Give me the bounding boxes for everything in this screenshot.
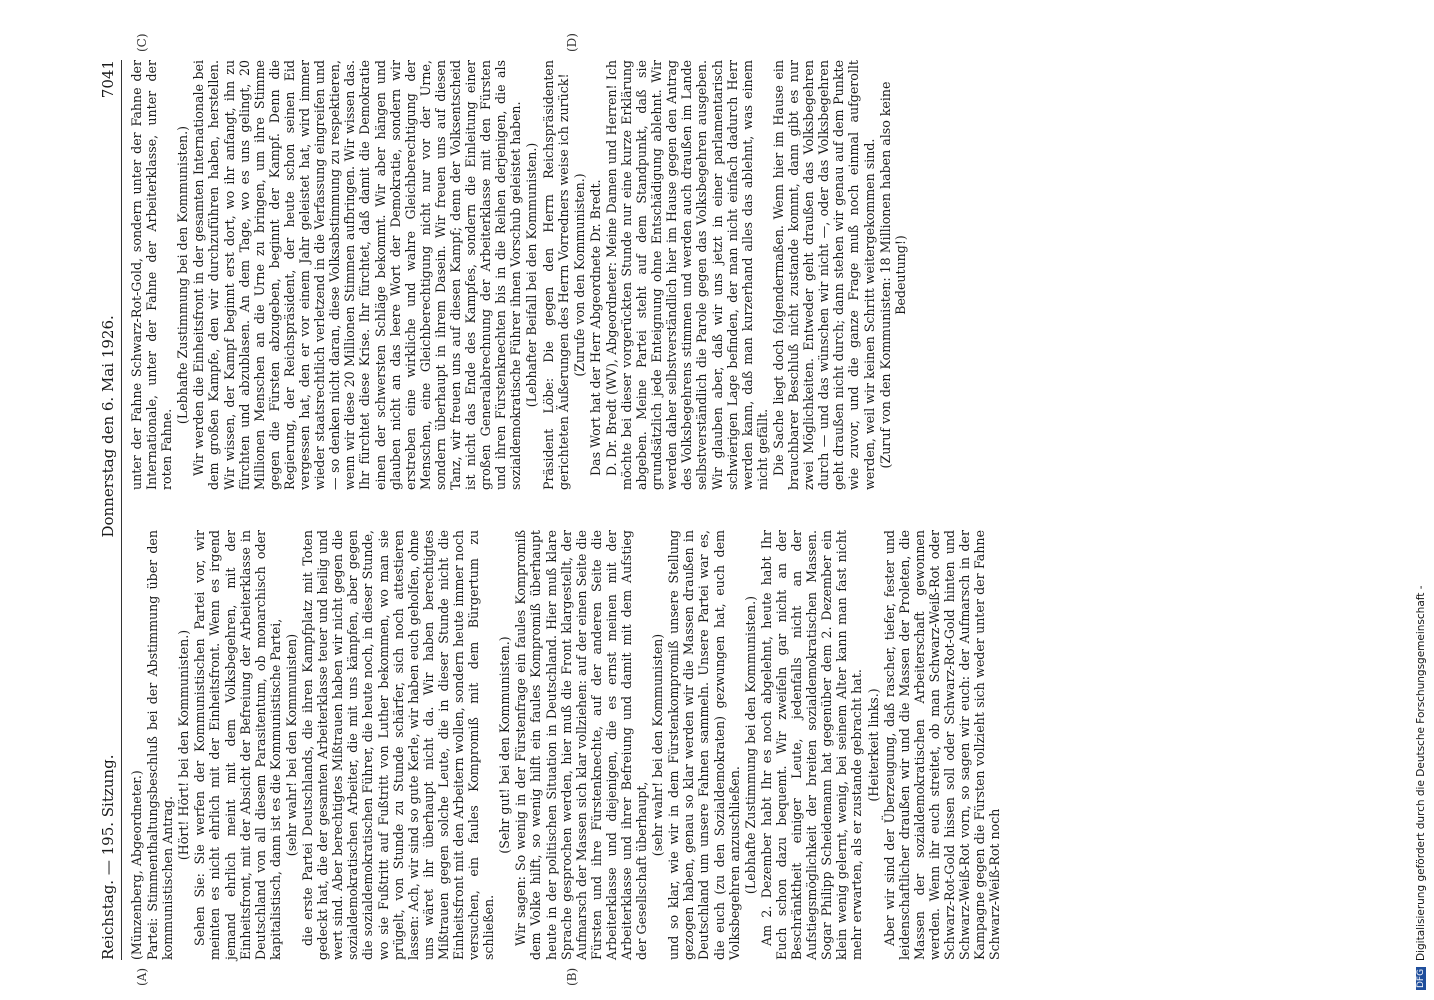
interjection: (Lebhafte Zustimmung bei den Kommunisten.) [175, 125, 191, 425]
left-column [129, 530, 1003, 960]
paragraph: Am 2. Dezember habt Ihr es noch abgelehnt, heute habt Ihr Euch schon dazu bequemt. Wir zweifeln gar nicht an der Beschränktheit einiger Leute, jedenfalls nicht an der Aufstiegsmöglichkeit der breiten sozialdemokratischen Massen. Sogar Philipp Scheidemann hat gegenüber dem 2. Dezember ein klein wenig gelernt, wenig, bei seinem Alter kann man fast nicht mehr erwarten, als er zustande gebracht hat. [758, 530, 865, 960]
paragraph: Sehen Sie: Sie werfen der Kommunistischen Partei vor, wir meinten es nicht ehrlich mit der Einheitsfront. Wenn es irgend jemand ehrlich meint mit dem Volksbegehren, mit der Einheitsfront, mit der Absicht der Befreiung der Arbeiterklasse in Deutschland von all diesem Parasitentum, ob monarchisch oder kapitalistisch, dann ist es die Kommunistische Partei, [192, 530, 283, 960]
interjection: (sehr wahr! bei den Kommunisten) [650, 633, 666, 857]
interjection: (Hört! Hört! bei den Kommunisten.) [176, 629, 192, 861]
interjection: (Lebhafte Zustimmung bei den Kommunisten.) [742, 595, 758, 895]
paragraph: Wir werden die Einheitsfront in der gesamten Internationale bei dem großen Kampfe, den wir durchzuführen haben, herstellen. Wir wissen, der Kampf beginnt erst dort, wo ihr anfangt, ihn zu fürchten und abzublasen. An dem Tage, wo es uns gelingt, 20 Millionen Menschen an die Urne zu bringen, um ihre Stimme gegen die Fürsten abzugeben, beginnt der Kampf. Denn die Regierung, der Reichspräsident, der heute schon seinen Eid vergessen hat, den er vor einem Jahr geleistet hat, wird immer wieder staatsrechtlich verletzend in die Verfassung eingreifen und — so denken nicht daran, diese Volksabstimmung zu respektieren, wenn wir diese 20 Millionen Stimmen aufbringen. Wir wissen das. Ihr fürchtet diese Krise. Ihr fürchtet, daß damit die Demokratie einen der schwersten Schläge bekommt. Wir aber hängen und glauben nicht an das leere Wort der Demokratie, sondern wir erstreben eine wirkliche und wahre Gleichberechtigung der Menschen, eine Gleichberechtigung nicht nur vor der Urne, sondern überhaupt in ihrem Dasein. Wir freuen uns auf diesen Tanz, wir freuen uns auf diesen Kampf; denn der Volksentscheid ist nicht das Ende des Kampfes, sondern die Einleitung einer großen Generalabrechnung der Arbeiterklasse mit den Fürsten und ihren Fürstenknechten bis in die Reihen derjenigen, die als sozialdemokratische Führer ihnen Vorschub geleistet haben. [191, 60, 524, 490]
page-header [95, 60, 122, 960]
interjection: (sehr wahr! bei den Kommunisten) [283, 633, 299, 857]
paragraph: die erste Partei Deutschlands, die ihren Kampfplatz mit Toten gedeckt hat, die der gesamten Arbeiterklasse teuer und heilig und wert sind. Aber berechtigtes Mißtrauen haben wir nicht gegen die sozialdemokratischen Arbeiter, die mit uns kämpfen, aber gegen die sozialdemokratischen Führer, die heute noch, in dieser Stunde, wo sie Fußtritt auf Fußtritt von Luther bekommen, wo man sie prügelt, von Stunde zu Stunde schärfer, sich noch attestieren lassen: Ach, wir sind so gute Kerle, wir haben euch geholfen, ohne uns wäret ihr überhaupt nicht da. Wir haben berechtigtes Mißtrauen gegen solche Leute, die in dieser Stunde nicht die Einheitsfront mit den Arbeitern wollen, sondern heute immer noch versuchen, ein faules Kompromiß mit dem Bürgertum zu schließen. [300, 530, 497, 960]
paragraph: Partei: Stimmenthaltungsbeschluß bei der Abstimmung über den kommunistischen Antrag. [145, 530, 176, 960]
paragraph: D. Dr. Bredt (WV), Abgeordneter: Meine Damen und Herren! Ich möchte bei dieser vorgerückten Stunde nur eine kurze Erklärung abgeben. Meine Partei steht auf dem Standpunkt, daß sie grundsätzlich jede Enteignung ohne Entschädigung ablehnt. Wir werden daher selbstverständlich hier im Hause gegen den Antrag des Volksbegehrens stimmen und werden auch draußen im Lande selbstverständlich die Parole gegen das Volksbegehren ausgeben. Wir glauben aber, daß wir uns jetzt in einer parlamentarisch schwierigen Lage befinden, der man nicht einfach dadurch Herr werden kann, daß man kurzerhand alles das ablehnt, was einem nicht gefällt. [603, 60, 770, 490]
dfg-logo: DFG [1416, 968, 1426, 988]
digitization-credit [1414, 10, 1428, 990]
rotated-page [95, 33, 1003, 986]
paragraph: Das Wort hat der Herr Abgeordnete Dr. Bredt. [587, 179, 603, 476]
paragraph: unter der Fahne Schwarz-Rot-Gold, sondern unter der Fahne der Internationale, unter der Fahne der Arbeiterklasse, unter der roten Fahne. [129, 60, 175, 490]
right-column [129, 60, 908, 490]
paragraph: Präsident Löbe: Die gegen den Herrn Reichspräsidenten gerichteten Äußerungen des Herrn Vorredners weise ich zurück! [540, 60, 571, 490]
paragraph: Aber wir sind der Überzeugung, daß rascher, tiefer, fester und leidenschaftlicher draußen wir und die Massen der Proleten, die Massen der sozialdemokratischen Arbeiterschaft gewonnen werden. Wenn ihr euch streitet, ob man Schwarz-Weiß-Rot oder Schwarz-Rot-Gold hissen soll oder Schwarz-Rot-Gold hinten und Schwarz-Weiß-Rot vorn, so sagen wir euch: der Aufmarsch in der Kampagne gegen die Fürsten vollzieht sich weder unter der Fahne Schwarz-Weiß-Rot noch [881, 530, 1003, 960]
margin-marker-b: (B) [565, 967, 579, 986]
interjection: (Zurufe von den Kommunisten.) [571, 173, 587, 377]
interjection: (Heiterkeit links.) [865, 688, 881, 802]
margin-marker-d: (D) [565, 33, 579, 52]
interjection: (Lebhafter Beifall bei den Kommunisten.) [524, 142, 540, 408]
paragraph: Wir sagen: So wenig in der Fürstenfrage ein faules Kompromiß dem Volke hilft, so wenig hilft ein faules Kompromiß überhaupt heute in der politischen Situation in Deutschland. Hier muß klare Sprache gesprochen werden, hier muß die Front klargestellt, der Aufmarsch der Massen sich klar vollziehen: auf der einen Seite die Fürsten und ihre Fürstenknechte, auf der anderen Seite die Arbeiterklasse und diejenigen, die es ernst meinen mit der Arbeiterklasse und ihrer Befreiung und damit mit dem Aufstieg der Gesellschaft überhaupt, [513, 530, 650, 960]
interjection: (Sehr gut! bei den Kommunisten.) [497, 636, 513, 854]
digitization-text: Digitalisierung gefördert durch die Deutsche Forschungsgemeinschaft - [1415, 585, 1427, 961]
interjection: (Zuruf von den Kommunisten: 18 Millionen haben also keine Bedeutung!) [877, 81, 908, 469]
margin-marker-a: (A) [135, 967, 149, 986]
page-number: 7041 [99, 60, 117, 99]
paragraph: und so klar, wie wir in dem Fürstenkompromiß unsere Stellung gezogen haben, genau so klar werden wir die Massen draußen in Deutschland um unsere Fahnen sammeln. Unsere Partei war es, die euch (zu den Sozialdemokraten) gezwungen hat, euch dem Volksbegehren anzuschließen. [666, 530, 742, 960]
paragraph: Die Sache liegt doch folgendermaßen. Wenn hier im Hause ein brauchbarer Beschluß nicht zustande kommt, dann gibt es nur zwei Möglichkeiten. Entweder geht draußen das Volksbegehren durch — und das wünschen wir nicht —, oder das Volksbegehren geht draußen nicht durch; dann stehen wir genau auf dem Punkte wie zuvor, und die ganze Frage muß noch einmal aufgerollt werden, weil wir keinen Schritt weitergekommen sind. [770, 60, 877, 490]
header-date: Donnerstag den 6. Mai 1926. [99, 315, 117, 538]
paragraph: (Münzenberg, Abgeordneter.) [129, 770, 144, 960]
margin-marker-c: (C) [135, 33, 149, 52]
header-left: Reichstag. — 195. Sitzung. [99, 754, 117, 960]
